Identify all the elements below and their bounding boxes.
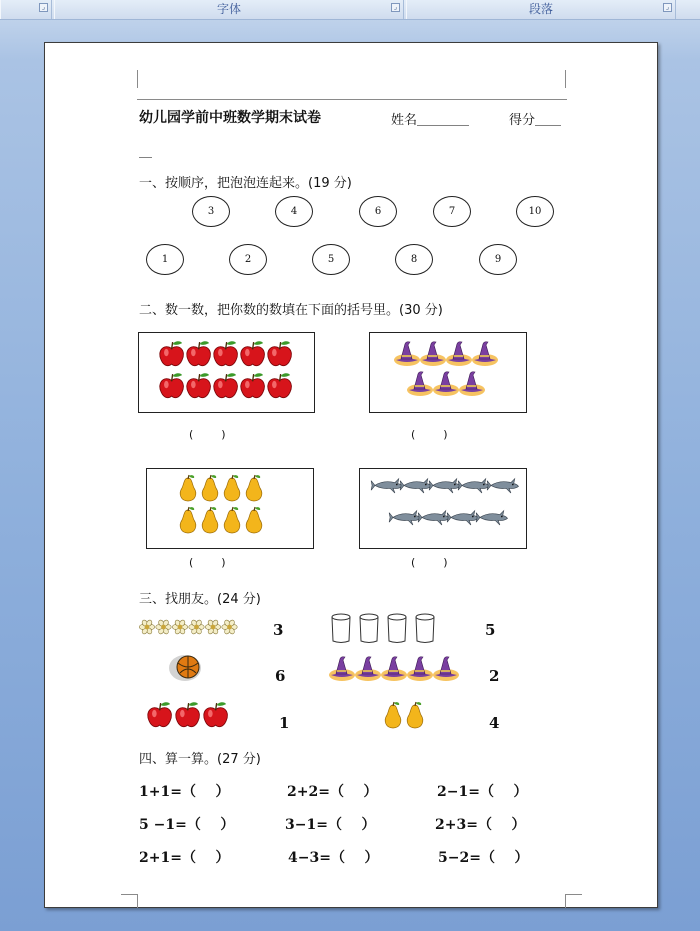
equation-3-3[interactable]: 5−2=（ ）	[438, 850, 529, 866]
crop-mark-bottom-right-h	[565, 894, 582, 895]
shark-group	[360, 469, 528, 550]
equation-2-3[interactable]: 2+3=（ ）	[435, 817, 526, 833]
ribbon-paragraph-label: 段落	[528, 2, 553, 16]
equation-3-2[interactable]: 4−3=（ ）	[288, 850, 379, 866]
witch-hat-icon	[407, 372, 433, 396]
witch-hat-icon	[433, 657, 459, 681]
count-box-pears	[146, 468, 314, 549]
ribbon-group-font	[54, 0, 404, 19]
count-box-sharks	[359, 468, 527, 549]
shark-icon	[400, 479, 431, 493]
flower-icon	[205, 619, 220, 635]
pear-row	[381, 699, 429, 733]
apple-icon	[268, 373, 292, 397]
apple-icon	[241, 341, 265, 365]
name-field-label: 姓名＿＿＿＿	[391, 113, 470, 128]
apple-icon	[160, 341, 184, 365]
score-field-label: 得分＿＿	[509, 113, 562, 128]
dialog-launcher-icon[interactable]: ⌟	[39, 3, 48, 12]
crop-mark-bottom-left-h	[121, 894, 138, 895]
apple-icon	[160, 373, 184, 397]
document-page[interactable]	[44, 42, 658, 908]
match-number-4: 4	[489, 714, 500, 732]
match-number-3: 3	[273, 621, 284, 639]
cup-icon	[388, 614, 406, 643]
pear-icon	[407, 702, 423, 728]
witch-hat-icon	[329, 657, 355, 681]
apple-group	[139, 333, 316, 414]
apple-icon	[268, 341, 292, 365]
match-number-1: 1	[279, 714, 290, 732]
section-3-heading: 三、找朋友。(24 分)	[139, 592, 261, 607]
answer-paren-2[interactable]: ( )	[411, 428, 448, 441]
witch-hat-icon	[446, 342, 472, 366]
answer-paren-4[interactable]: ( )	[411, 556, 448, 569]
count-box-hats	[369, 332, 527, 413]
match-number-2: 2	[489, 667, 500, 685]
ball-icon-shape	[169, 655, 201, 681]
blank-dash: ＿	[139, 145, 153, 160]
ribbon-group-paragraph	[406, 0, 676, 19]
pear-icon	[180, 475, 196, 501]
apple-row	[145, 699, 233, 733]
ribbon-font-label: 字体	[216, 2, 241, 16]
witch-hat-icon	[381, 657, 407, 681]
match-number-6: 6	[275, 667, 286, 685]
font-dialog-launcher-icon[interactable]: ⌟	[391, 3, 400, 12]
bubble-1: 1	[146, 244, 184, 275]
shark-icon	[458, 479, 489, 493]
flower-icon	[172, 619, 187, 635]
pear-icon	[224, 475, 240, 501]
flower-icon	[139, 619, 154, 635]
answer-paren-3[interactable]: ( )	[189, 556, 226, 569]
apple-icon	[241, 373, 265, 397]
cup-icon	[332, 614, 350, 643]
pear-icon	[202, 475, 218, 501]
apple-icon	[214, 341, 238, 365]
bubble-7: 7	[433, 196, 471, 227]
witch-hat-icon	[472, 342, 498, 366]
bubble-9: 9	[479, 244, 517, 275]
crop-mark-bottom-right-v	[565, 894, 566, 908]
witch-hat-icon	[433, 372, 459, 396]
pear-icon	[180, 507, 196, 533]
shark-icon	[389, 511, 420, 525]
cup-icon	[360, 614, 378, 643]
equation-2-2[interactable]: 3−1=（ ）	[285, 817, 376, 833]
shark-icon	[429, 479, 460, 493]
pear-icon	[246, 475, 262, 501]
count-box-apples	[138, 332, 315, 413]
section-4-heading: 四、算一算。(27 分)	[139, 752, 261, 767]
pear-icon	[385, 702, 401, 728]
bubble-10: 10	[516, 196, 554, 227]
apple-icon	[148, 702, 172, 726]
flower-icon	[189, 619, 204, 635]
witch-hat-row	[327, 653, 463, 685]
header-rule	[137, 99, 567, 100]
cup-group	[329, 613, 441, 645]
pear-group	[147, 469, 315, 550]
cup-icon	[416, 614, 434, 643]
witch-hat-icon	[407, 657, 433, 681]
bubble-8: 8	[395, 244, 433, 275]
equation-1-3[interactable]: 2−1=（ ）	[437, 784, 528, 800]
equation-2-1[interactable]: 5 −1=（ ）	[139, 817, 235, 833]
bubble-4: 4	[275, 196, 313, 227]
pear-icon	[202, 507, 218, 533]
apple-icon	[204, 702, 228, 726]
equation-1-2[interactable]: 2+2=（ ）	[287, 784, 378, 800]
equation-3-1[interactable]: 2+1=（ ）	[139, 850, 230, 866]
witch-hat-icon	[459, 372, 485, 396]
ribbon-strip	[0, 0, 700, 20]
paragraph-dialog-launcher-icon[interactable]: ⌟	[663, 3, 672, 12]
ball-icon	[167, 651, 207, 683]
pear-icon	[246, 507, 262, 533]
bubble-2: 2	[229, 244, 267, 275]
apple-icon	[187, 341, 211, 365]
bubble-3: 3	[192, 196, 230, 227]
section-1-heading: 一、按顺序，把泡泡连起来。(19 分)	[139, 176, 352, 191]
crop-mark-top-left	[137, 70, 138, 88]
apple-icon	[214, 373, 238, 397]
apple-icon	[176, 702, 200, 726]
witch-hat-icon	[355, 657, 381, 681]
flower-icon	[222, 619, 237, 635]
equation-1-1[interactable]: 1+1=（ ）	[139, 784, 230, 800]
doc-title: 幼儿园学前中班数学期末试卷	[139, 110, 321, 126]
shark-icon	[447, 511, 478, 525]
answer-paren-1[interactable]: ( )	[189, 428, 226, 441]
shark-icon	[418, 511, 449, 525]
witch-hat-group	[370, 333, 528, 414]
ribbon-group-clipboard	[0, 0, 52, 19]
shark-icon	[487, 479, 518, 493]
crop-mark-bottom-left-v	[137, 894, 138, 908]
flower-icon	[156, 619, 171, 635]
apple-icon	[187, 373, 211, 397]
witch-hat-icon	[394, 342, 420, 366]
match-number-5: 5	[485, 621, 496, 639]
flower-group	[137, 616, 241, 640]
bubble-6: 6	[359, 196, 397, 227]
bubble-5: 5	[312, 244, 350, 275]
shark-icon	[371, 479, 402, 493]
section-2-heading: 二、数一数，把你数的数填在下面的括号里。(30 分)	[139, 303, 443, 318]
shark-icon	[476, 511, 507, 525]
pear-icon	[224, 507, 240, 533]
crop-mark-top-right	[565, 70, 566, 88]
witch-hat-icon	[420, 342, 446, 366]
